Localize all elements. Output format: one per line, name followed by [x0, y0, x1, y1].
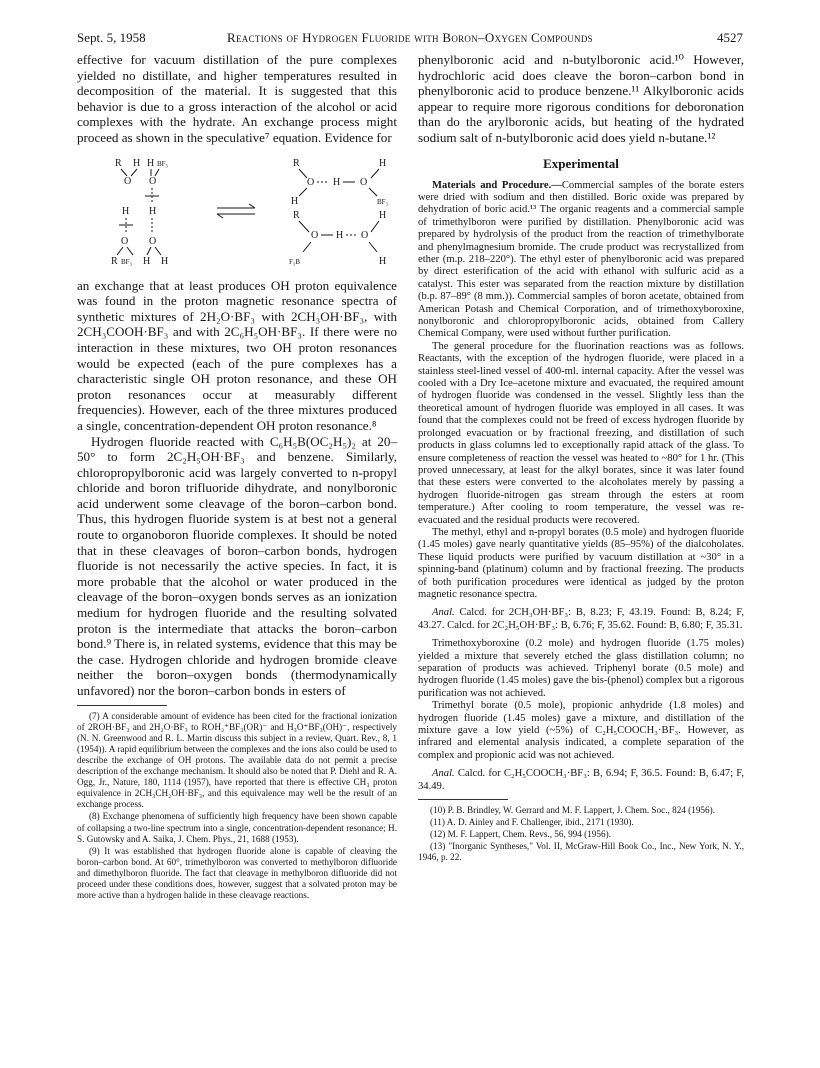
scheme-o-5: O [307, 176, 315, 188]
scheme-bf3-1: BF₃ [157, 159, 169, 168]
scheme-r-3: R [293, 157, 300, 169]
scheme-h-8: H [333, 176, 341, 188]
trimethoxyboroxine-paragraph: Trimethoxyboroxine (0.2 mole) and hydrogen fluoride (1.75 moles) yielded a mixture that severely etched the glass distillation column; no separation of products was achieved. Triphenyl borate (0.5 mole) and hydrogen fluoride (1.45 moles) gave the bis-(phenol) complex but a rigorous purification was not achieved. [418, 638, 744, 699]
footnote-7: (7) A considerable amount of evidence has been cited for the fractional ionization of 2ROH·BF₃ and 2H₂O·BF₃ to ROH₂⁺BF₃(OR)⁻ and H₃O⁺BF₃(OH)⁻, respectively (N. N. Greenwood and R. L. Martin discuss this subject in a review, Quart. Rev., 8, 1 (1954)). A rapid equilibrium between the complexes and the ions also could be used to describe the exchange of OH protons. The available data do not permit a precise description of the exchange mechanism. It should also be noted that P. Diehl and R. A. Ogg, Jr., Nature, 180, 1114 (1957), have reported that there is effective CH₃ proton equivalence in 2CH₃CH₂OH·BF₃, and this equivalence may well be the result of an exchange process. [77, 710, 397, 810]
materials-heading: Materials and Procedure.— [432, 179, 562, 191]
scheme-h-1: H [133, 157, 141, 169]
scheme-o-1: O [124, 175, 132, 187]
footnote-12: (12) M. F. Lappert, Chem. Revs., 56, 994 (1956). [430, 829, 611, 840]
section-title-experimental: Experimental [543, 155, 619, 171]
scheme-h-10: H [379, 209, 387, 221]
scheme-h-4: H [149, 205, 157, 217]
left-paragraph-1: effective for vacuum distillation of the pure complexes yielded no distillate, and higher temperatures resulted in decomposition of the material. It is suggested that this behavior is due to a gross interaction of the alcohol or acid complexes with the hydrate. An exchange process might proceed as shown in the speculative⁷ equation. Evidence for [77, 52, 397, 145]
scheme-bf3-3: BF₃ [377, 197, 389, 206]
scheme-h-6: H [161, 255, 169, 267]
right-paragraph-1: phenylboronic acid and n-butylboronic acid.¹⁰ However, hydrochloric acid does cleave the boron–carbon bond in phenylboronic acid to produce benzene.¹¹ Alkylboronic acids appear to require more rigorous conditions for deboronation than do the arylboronic acids, but heating of the hydrated sodium salt of n-butylboronic acid does yield n-butane.¹² [418, 52, 744, 145]
scheme-h-12: H [379, 255, 387, 267]
footnote-8: (8) Exchange phenomena of sufficiently high frequency have been shown capable of collapsing a two-line spectrum into a single, concentration-dependent resonance; H. S. Gutowsky and A. Saika, J. Chem. Phys., 21, 1688 (1953). [77, 811, 397, 844]
header-page-number: 4527 [717, 30, 743, 45]
materials-paragraph [418, 180, 744, 341]
scheme-bf3-2: BF₃ [121, 257, 133, 266]
analysis-2-text: Calcd. for C₂H₅COOCH₃·BF₃: B, 6.94; F, 36.5. Found: B, 6.47; F, 34.49. [418, 768, 744, 792]
header-date: Sept. 5, 1958 [77, 30, 146, 45]
footnote-divider-left [77, 705, 167, 706]
footnote-11: (11) A. D. Ainley and F. Challenger, ibid., 2171 (1930). [430, 817, 634, 828]
scheme-o-8: O [361, 229, 369, 241]
exchange-equation-scheme [77, 152, 397, 272]
running-header [77, 30, 743, 48]
scheme-o-6: O [360, 176, 368, 188]
scheme-h-11: H [336, 229, 344, 241]
scheme-h-7: H [379, 157, 387, 169]
scheme-h-9: H [291, 195, 299, 207]
scheme-o-7: O [311, 229, 319, 241]
scheme-h-5: H [143, 255, 151, 267]
materials-text: Commercial samples of the borate esters were dried with sodium and then distilled. Boric oxide was prepared by dehydration of boric acid.¹³ The organic reagents and a commercial sample of trimethylboron were purified by distillation. Phenylboronic acid was prepared by hydrolysis of the product from the reaction of trimethylborate and phenylmagnesium bromide. The crude product was recrystallized from ether (m.p. 218–220°). The ethyl ester of phenylboronic acid was prepared by direct esterification of the acid with ethanol with sulfuric acid as a catalyst. This ester was separated from the reaction mixture by distillation (b.p. 87–89° (8 mm.)). Commercial samples of boron acetate, obtained from American Potash and Chemical Corporation, and of trimethoxyboroxine, nonylboronic and chloropropylboronic acids, obtained from Callery Chemical Company, were used without further purification. [418, 179, 744, 340]
header-running-title: Reactions of Hydrogen Fluoride with Boron–Oxygen Compounds [227, 30, 593, 45]
footnote-13: (13) "Inorganic Syntheses," Vol. II, McGraw-Hill Book Co., Inc., New York, N. Y., 1946, p. 22. [418, 841, 744, 863]
left-paragraph-3: Hydrogen fluoride reacted with C₆H₅B(OC₂H₅)₂ at 20–50° to form 2C₂H₅OH·BF₃ and benzene. Similarly, chloropropylboronic acid was largely converted to n-propyl chloride and boron trifluoride dihydrate, and nonylboronic acid underwent some cleavage of the boron–carbon bond. Thus, this hydrogen fluoride system is at best not a general route to organoboron fluoride complexes. It should be noted that in these cleavages of boron–carbon bonds, hydrogen fluoride is not necessarily the active species. In fact, it is more probable that the alcohol or water produced in the cleavage of the boron–oxygen bonds serves as an ionization medium for hydrogen fluoride and the resulting solvated proton is the intermediate that attacks the boron–carbon bond.⁹ There is, in related systems, evidence that this may be the case. Hydrogen chloride and hydrogen bromide cleave neither the boron–oxygen bonds (thermodynamically unfavored) nor the boron–carbon bonds in esters of [77, 433, 397, 698]
analysis-2-label: Anal. [432, 768, 455, 780]
scheme-o-4: O [149, 235, 157, 247]
scheme-o-2: O [149, 175, 157, 187]
scheme-r-1: R [115, 157, 122, 169]
scheme-f3b: F₃B [289, 257, 301, 266]
trimethyl-borate-paragraph: Trimethyl borate (0.5 mole), propionic anhydride (1.8 moles) and hydrogen fluoride (1.45 moles) gave a mixture, and distillation of the mixture gave a low yield (~5%) of C₂H₅COOCH₃·BF₃. However, as infrared and elemental analysis indicated, a complete separation of the complex and propionic acid was not achieved. [418, 700, 744, 761]
scheme-r-4: R [293, 209, 300, 221]
scheme-o-3: O [121, 235, 129, 247]
analysis-1-text: Calcd. for 2CH₃OH·BF₃: B, 8.23; F, 43.19. Found: B, 8.24; F, 43.27. Calcd. for 2C₂H₅OH·BF₃: B, 6.76; F, 35.62. Found: B, 6.80; F, 35.31. [418, 607, 744, 631]
footnotes-left [77, 711, 397, 902]
analysis-1-label: Anal. [432, 607, 455, 619]
footnote-10: (10) P. B. Brindley, W. Gerrard and M. F. Lappert, J. Chem. Soc., 824 (1956). [430, 805, 715, 816]
propyl-borates-paragraph: The methyl, ethyl and n-propyl borates (0.5 mole) and hydrogen fluoride (1.45 moles) gave nearly quantitative yields (85–95%) of the dialcoholates. These liquid products were purified by vacuum distillation at ~30° in a spinning-band (platinum) column and by fractional freezing. The products of both purification procedures were identical as judged by the proton magnetic resonance spectra. [418, 526, 744, 600]
footnote-9: (9) It was established that hydrogen fluoride alone is capable of cleaving the boron–carbon bond. At 60°, trimethylboron was converted to methylboron difluoride and dimethylboron fluoride. The fact that cleavage in methylboron difluoride did not proceed under these conditions does, however, suggest that a solvated proton may be more active than a hydrogen halide in these cleavage reactions. [77, 845, 397, 901]
analysis-2 [418, 768, 744, 793]
scheme-h-2: H [147, 157, 155, 169]
left-column [77, 52, 397, 902]
analysis-1 [418, 607, 744, 632]
footnotes-right [418, 805, 744, 863]
footnote-divider-right [418, 799, 508, 800]
general-procedure-paragraph: The general procedure for the fluorination reactions was as follows. Reactants, with the exception of the hydrogen fluoride, were placed in a stainless steel-lined vessel of 400-ml. internal capacity. After the vessel was cooled with a Dry Ice–acetone mixture and evacuated, the required amount of hydrogen fluoride was condensed in the vessel. Slightly less than the theoretical amount of hydrogen fluoride was employed in all cases. It was found that the complexes could not be freed of excess hydrogen fluoride by prolonged evacuation or by fractional freezing, and distillation of such products in glass columns led to exceptionally rapid attack of the glass. To ensure completeness of reaction the vessel was heated to ~80° for 1 hr. (This proved unnecessary, at least for the alkyl borates, since it was later found that these esters were converted to the alcoholates merely by passing a hydrogen fluoride-nitrogen gas stream through the esters at room temperature.) After cooling to room temperature, the vessel was re-evacuated and the residual products were recovered. [418, 340, 744, 526]
scheme-r-2: R [111, 255, 118, 267]
left-paragraph-2: an exchange that at least produces OH proton equivalence was found in the proton magnetic resonance spectra of synthetic mixtures of 2H₂O·BF₃ with 2CH₃OH·BF₃, with 2CH₃COOH·BF₃ and with 2C₆H₅OH·BF₃. If there were no interaction in these mixtures, two OH proton resonances would be expected (each of the pure complexes has a characteristic single OH proton resonance, and these OH proton resonances occur at measurably different frequencies). However, each of the three mixtures produced a single, concentration-dependent OH proton resonance.⁸ [77, 277, 397, 433]
experimental-section [418, 180, 744, 794]
right-column [418, 52, 744, 865]
scheme-h-3: H [122, 205, 130, 217]
